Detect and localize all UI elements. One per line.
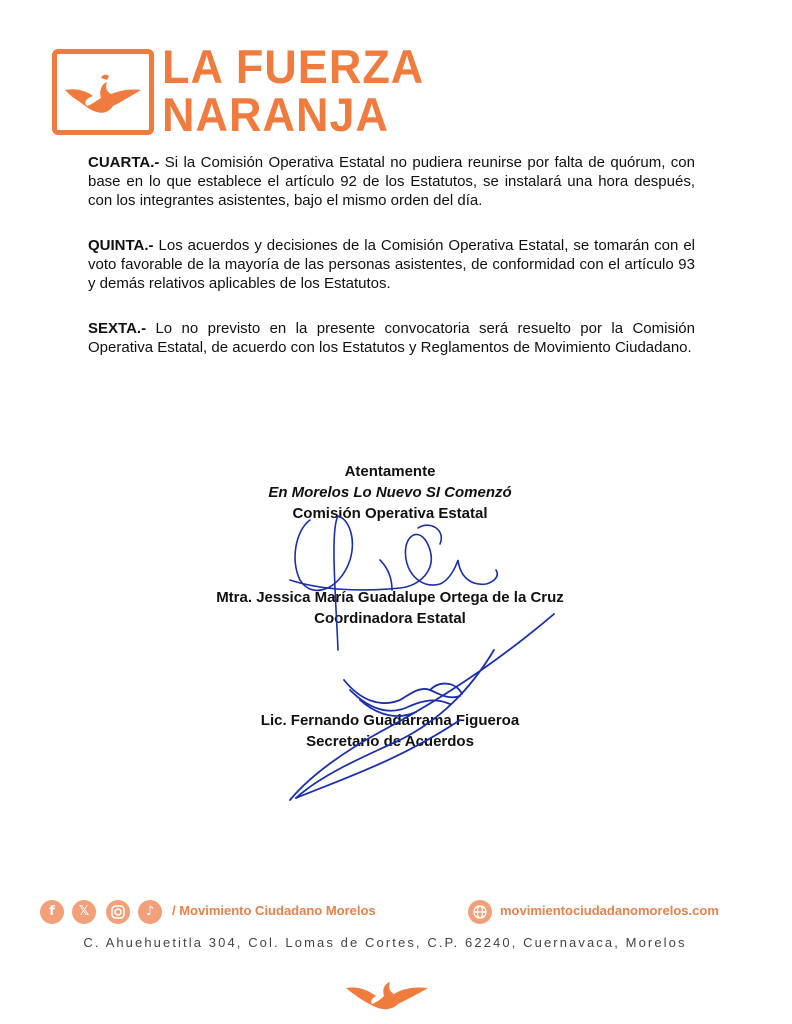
eagle-icon bbox=[344, 978, 430, 1012]
footer-address: C. Ahuehuetitla 304, Col. Lomas de Cortes, C.P. 62240, Cuernavaca, Morelos bbox=[83, 935, 687, 950]
closing-salutation: Atentamente bbox=[344, 463, 436, 480]
x-icon[interactable]: 𝕏 bbox=[72, 900, 96, 924]
clause-text: Si la Comisión Operativa Estatal no pudiera reunirse por falta de quórum, con base en lo que establece el artículo 92 de los Estatutos, se instalará una hora después, con los integrantes asistentes, bajo el mismo orden del día. bbox=[88, 154, 695, 209]
closing-body: Comisión Operativa Estatal bbox=[292, 505, 488, 522]
signatory-1-name: Mtra. Jessica María Guadalupe Ortega de la Cruz bbox=[216, 589, 564, 606]
signatory-2-name: Lic. Fernando Guadarrama Figueroa bbox=[260, 712, 520, 729]
logo-line-1: LA FUERZA bbox=[162, 39, 425, 94]
eagle-icon bbox=[57, 54, 149, 130]
clause-sexta bbox=[88, 319, 695, 357]
facebook-icon[interactable]: f bbox=[40, 900, 64, 924]
closing-motto: En Morelos Lo Nuevo SI Comenzó bbox=[268, 484, 512, 501]
logo-frame bbox=[52, 49, 154, 135]
clause-text: Los acuerdos y decisiones de la Comisión Operativa Estatal, se tomarán con el voto favorable de la mayoría de las personas asistentes, de conformidad con el artículo 93 y demás relativos aplicables de los Estatutos. bbox=[88, 237, 695, 292]
tiktok-icon[interactable]: ♪ bbox=[138, 900, 162, 924]
globe-icon bbox=[468, 900, 492, 924]
clause-label: QUINTA.- bbox=[88, 237, 154, 254]
instagram-icon[interactable] bbox=[106, 900, 130, 924]
clause-text: Lo no previsto en la presente convocatoria será resuelto por la Comisión Operativa Estatal, de acuerdo con los Estatutos y Reglamentos de Movimiento Ciudadano. bbox=[88, 320, 695, 356]
social-handle[interactable]: / Movimiento Ciudadano Morelos bbox=[172, 903, 376, 918]
brand-logo bbox=[52, 39, 425, 145]
clause-quinta bbox=[88, 236, 695, 293]
logo-wordmark bbox=[162, 39, 425, 142]
logo-line-2: NARANJA bbox=[162, 88, 390, 142]
clause-cuarta bbox=[88, 153, 695, 210]
signatory-2-title: Secretario de Acuerdos bbox=[306, 733, 474, 750]
clause-label: SEXTA.- bbox=[88, 320, 147, 337]
signatory-1-title: Coordinadora Estatal bbox=[314, 610, 466, 627]
website-link[interactable]: movimientociudadanomorelos.com bbox=[500, 903, 719, 918]
clause-label: CUARTA.- bbox=[88, 154, 160, 171]
footer-contact-row bbox=[40, 900, 740, 926]
